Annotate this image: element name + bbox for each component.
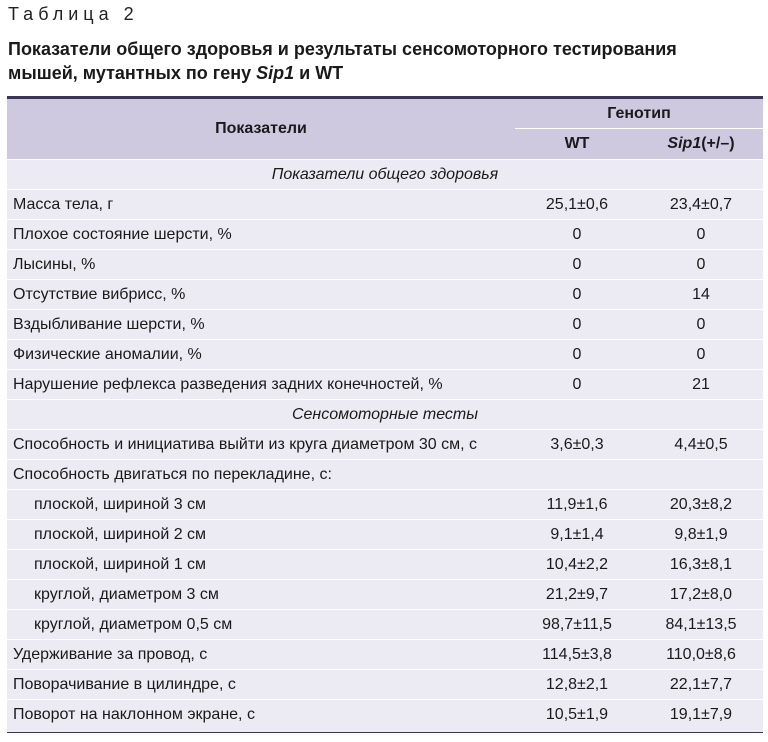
cell-wt: 0	[572, 286, 582, 303]
table-header	[7, 99, 763, 159]
table-caption: Таблица 2	[8, 4, 139, 24]
cell-sip: 20,3±8,2	[669, 496, 733, 513]
cell-wt: 3,6±0,3	[550, 436, 604, 453]
row-label: круглой, диаметром 3 см	[34, 586, 219, 603]
table-row	[7, 699, 763, 729]
table-subrow	[7, 489, 763, 519]
cell-sip: 9,8±1,9	[674, 526, 728, 543]
header-sip-suffix: (+/–)	[701, 135, 735, 152]
table-row	[7, 309, 763, 339]
section-row	[7, 399, 763, 429]
row-label: Способность двигаться по перекладине, с:	[13, 466, 332, 483]
table-subrow	[7, 609, 763, 639]
row-label: плоской, шириной 1 см	[34, 556, 207, 573]
title-text-part2: и WT	[294, 63, 344, 83]
row-label: Способность и инициатива выйти из круга диаметром 30 см, с	[13, 436, 478, 453]
cell-wt: 11,9±1,6	[546, 496, 608, 513]
cell-sip: 0	[696, 226, 706, 243]
cell-sip: 0	[696, 316, 706, 333]
title-gene-name: Sip1	[256, 63, 295, 83]
cell-wt: 10,4±2,2	[545, 556, 609, 573]
cell-wt: 0	[572, 226, 582, 243]
cell-sip: 4,4±0,5	[674, 436, 728, 453]
header-divider	[515, 128, 763, 129]
row-label: Физические аномалии, %	[13, 346, 202, 363]
cell-wt: 98,7±11,5	[542, 616, 612, 633]
table-subrow	[7, 519, 763, 549]
header-wt: WT	[564, 135, 590, 152]
row-label: Вздыбливание шерсти, %	[13, 316, 205, 333]
table-subrow	[7, 549, 763, 579]
cell-wt: 0	[572, 256, 582, 273]
table-row	[7, 249, 763, 279]
row-label: круглой, диаметром 0,5 см	[34, 616, 233, 633]
table-body	[7, 159, 763, 729]
table-row	[7, 369, 763, 399]
row-label: Плохое состояние шерсти, %	[13, 226, 232, 243]
table-subrow	[7, 579, 763, 609]
table-row	[7, 339, 763, 369]
cell-wt: 25,1±0,6	[545, 196, 609, 213]
section-title: Сенсомоторные тесты	[291, 406, 479, 423]
cell-wt: 21,2±9,7	[545, 586, 609, 603]
table-row	[7, 219, 763, 249]
row-label: Отсутствие вибрисс, %	[13, 286, 186, 303]
cell-sip: 16,3±8,1	[669, 556, 733, 573]
cell-sip: 110,0±8,6	[666, 646, 736, 663]
cell-sip: 21	[692, 376, 710, 393]
cell-wt: 0	[572, 346, 582, 363]
cell-sip: 14	[692, 286, 710, 303]
cell-sip: 23,4±0,7	[669, 196, 733, 213]
cell-sip: 0	[696, 346, 706, 363]
row-label: Поворачивание в цилиндре, с	[13, 676, 236, 693]
table-row	[7, 639, 763, 669]
table-title	[8, 37, 748, 85]
table-row	[7, 459, 763, 489]
cell-wt: 12,8±2,1	[545, 676, 609, 693]
section-row	[7, 159, 763, 189]
cell-sip: 19,1±7,9	[669, 706, 733, 723]
title-text-part1: Показатели общего здоровья и результаты сенсомоторного тестирования мышей, мутантных по гену	[8, 39, 677, 83]
section-title: Показатели общего здоровья	[271, 166, 499, 183]
cell-wt: 0	[572, 316, 582, 333]
header-genotype: Генотип	[607, 105, 671, 122]
table-row	[7, 279, 763, 309]
cell-wt: 9,1±1,4	[550, 526, 604, 543]
cell-sip: 17,2±8,0	[669, 586, 733, 603]
header-indicators: Показатели	[215, 120, 307, 137]
row-label: Нарушение рефлекса разведения задних конечностей, %	[13, 376, 443, 393]
table-row	[7, 189, 763, 219]
cell-wt: 10,5±1,9	[545, 706, 609, 723]
row-label: Масса тела, г	[13, 196, 114, 213]
cell-wt	[515, 460, 639, 489]
row-label: Лысины, %	[13, 256, 96, 273]
cell-wt: 114,5±3,8	[542, 646, 612, 663]
header-sip-gene: Sip1	[667, 135, 702, 152]
row-label: Удерживание за провод, с	[13, 646, 208, 663]
header-sip	[639, 135, 763, 153]
row-label: плоской, шириной 2 см	[34, 526, 207, 543]
results-table	[7, 96, 763, 733]
cell-sip: 0	[696, 256, 706, 273]
table-row	[7, 429, 763, 459]
table-row	[7, 669, 763, 699]
cell-sip	[639, 460, 763, 489]
cell-wt: 0	[572, 376, 582, 393]
cell-sip: 22,1±7,7	[669, 676, 733, 693]
row-label: Поворот на наклонном экране, с	[13, 706, 255, 723]
cell-sip: 84,1±13,5	[665, 616, 737, 633]
row-label: плоской, шириной 3 см	[34, 496, 207, 513]
